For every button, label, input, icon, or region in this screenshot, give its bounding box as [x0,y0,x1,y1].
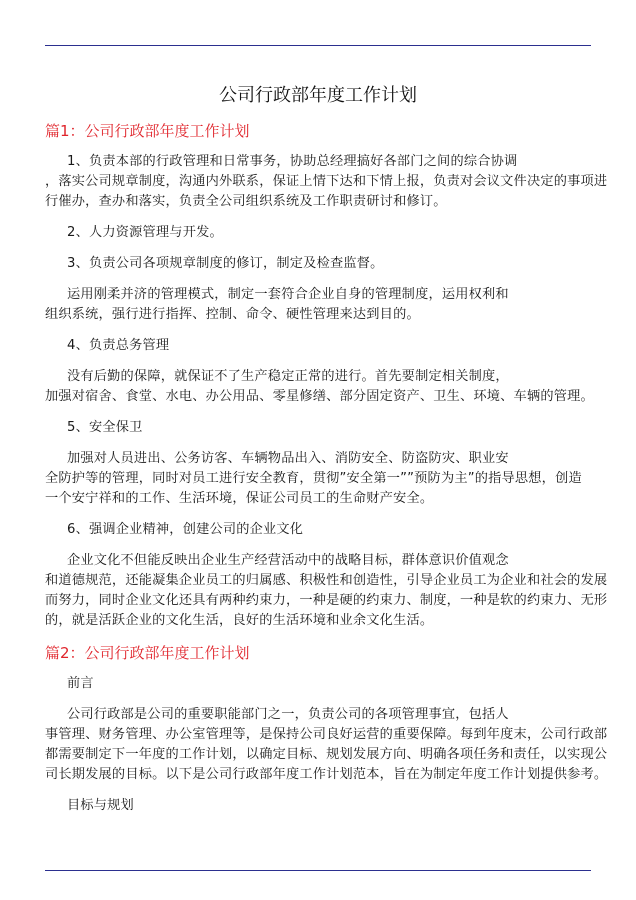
footer-rule [45,870,591,871]
paragraph [45,285,605,325]
text-line: 运用刚柔并济的管理模式，制定一套符合企业自身的管理制度，运用权利和 [67,287,509,302]
text-line: 司长期发展的目标。以下是公司行政部年度工作计划范本，旨在为制定年度工作计划提供参考。 [45,767,608,782]
paragraph [45,336,605,356]
paragraph [45,367,605,407]
text-line: 6、强调企业精神，创建公司的企业文化 [67,522,304,537]
text-line: 5、安全保卫 [67,420,143,435]
paragraph [45,796,605,816]
text-line: 2、人力资源管理与开发。 [67,225,223,240]
text-line: 行催办，查办和落实，负责全公司组织系统及工作职责研讨和修订。 [45,194,447,209]
document-body [45,120,608,827]
text-line: 和道德规范，还能凝集企业员工的归属感、积极性和创造性，引导企业员工为企业和社会的发展 [45,573,608,588]
text-line: 1、负责本部的行政管理和日常事务，协助总经理搞好各部门之间的综合协调 [67,154,518,169]
paragraph [45,449,605,509]
text-line: 都需要制定下一年度的工作计划，以确定目标、规划发展方向、明确各项任务和责任，以实现公 [45,747,608,762]
text-line: 加强对宿舍、食堂、水电、办公用品、零星修缮、部分固定资产、卫生、环境、车辆的管理。 [45,389,594,404]
text-line: ，落实公司规章制度，沟通内外联系，保证上情下达和下情上报，负责对会议文件决定的事项进 [45,174,608,189]
text-line: 组织系统，强行进行指挥、控制、命令、硬性管理来达到目的。 [45,307,420,322]
text-line: 全防护等的管理，同时对员工进行安全教育，贯彻”安全第一””预防为主”的指导思想，创造 [45,471,582,486]
text-line: 加强对人员进出、公务访客、车辆物品出入、消防安全、防盗防灾、职业安 [67,451,509,466]
paragraph [45,418,605,438]
text-line: 企业文化不但能反映出企业生产经营活动中的战略目标，群体意识价值观念 [67,553,509,568]
text-line: 3、负责公司各项规章制度的修订，制定及检查监督。 [67,256,384,271]
paragraph [45,520,605,540]
text-line: 前言 [67,676,94,691]
paragraph [45,223,605,243]
document-title: 公司行政部年度工作计划 [219,85,417,106]
text-line: 的，就是活跃企业的文化生活，良好的生活环境和业余文化生活。 [45,613,434,628]
text-line: 没有后勤的保障，就保证不了生产稳定正常的进行。首先要制定相关制度， [67,369,509,384]
paragraph [45,152,608,212]
text-line: 4、负责总务管理 [67,338,170,353]
text-line: 目标与规划 [67,798,134,813]
text-line: 公司行政部是公司的重要职能部门之一，负责公司的各项管理事宜，包括人 [67,707,509,722]
section-heading: 篇1：公司行政部年度工作计划 [45,122,250,140]
section-heading: 篇2：公司行政部年度工作计划 [45,644,250,662]
text-line: 而努力，同时企业文化还具有两种约束力，一种是硬的约束力、制度，一种是软的约束力、无形 [45,593,608,608]
paragraph [45,674,605,694]
paragraph [45,254,605,274]
text-line: 一个安宁祥和的工作、生活环境，保证公司员工的生命财产安全。 [45,491,434,506]
header-rule [45,45,591,46]
text-line: 事管理、财务管理、办公室管理等，是保持公司良好运营的重要保障。每到年度末，公司行政部 [45,727,608,742]
paragraph [45,551,608,631]
paragraph [45,705,608,785]
